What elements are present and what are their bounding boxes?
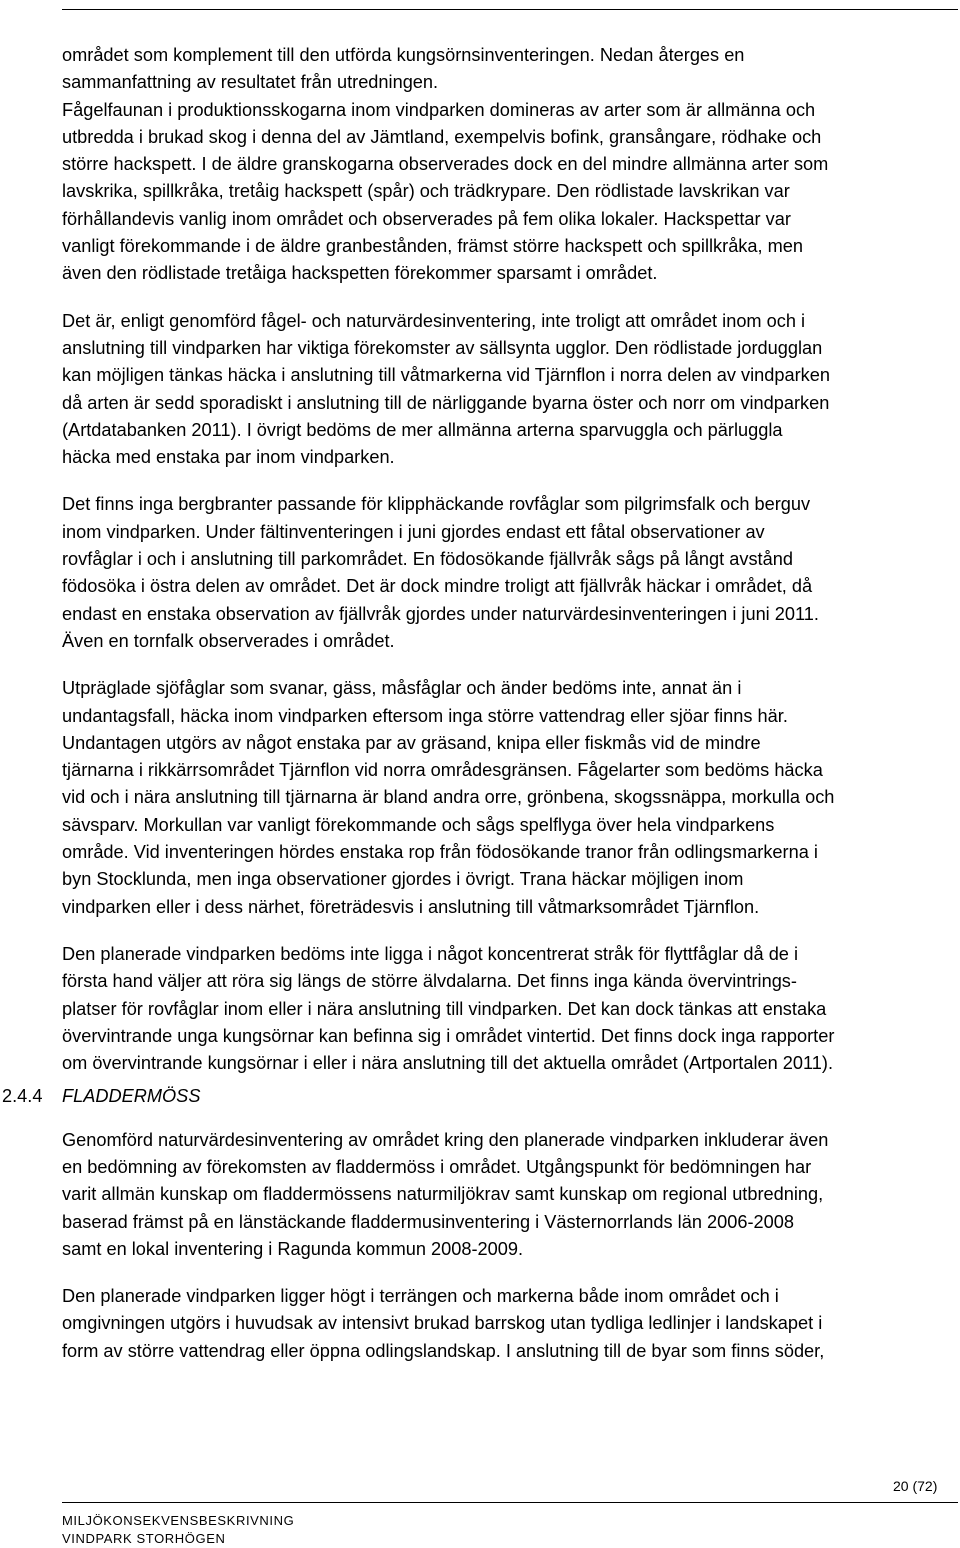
text-line: sammanfattning av resultatet från utredningen.	[62, 72, 439, 93]
text-line: området som komplement till den utförda kungsörnsinventeringen. Nedan återges en	[62, 45, 745, 65]
text-line: om övervintrande kungsörnar i eller i nära anslutning till det aktuella området (Artportalen 2011).	[62, 1053, 834, 1074]
text-line: Den planerade vindparken ligger högt i terrängen och markerna både inom området och i	[62, 1286, 779, 1307]
paragraph-4	[62, 491, 960, 655]
footer-document-type: MILJÖKONSEKVENSBESKRIVNING	[62, 1513, 295, 1528]
text-line: förhållandevis vanlig inom området och observerades på fem olika lokaler. Hackspettar var	[62, 208, 791, 229]
text-line: Den planerade vindparken bedöms inte ligga i något koncentrerat stråk för flyttfåglar då de i	[62, 943, 799, 964]
paragraph-1	[62, 42, 960, 97]
text-line: även den rödlistade tretåiga hackspetten förekommer sparsamt i området.	[62, 263, 658, 284]
top-rule	[62, 9, 958, 10]
text-line: sävsparv. Morkullan var vanligt förekommande och sågs spelflyga över hela vindparkens	[62, 814, 775, 835]
text-line: tjärnarna i rikkärrsområdet Tjärnflon vid norra områdesgränsen. Fågelarter som bedöms häcka	[62, 760, 823, 781]
text-line: form av större vattendrag eller öppna odlingslandskap. I anslutning till de byar som finns söder,	[62, 1340, 825, 1361]
text-line: övervintrande unga kungsörnar kan befinna sig i området vintertid. Det finns dock inga rapporter	[62, 1025, 835, 1046]
text-line: lavskrika, spillkråka, tretåig hackspett (spår) och trädkrypare. Den rödlistade lavskrikan var	[62, 181, 790, 202]
text-line: häcka med enstaka par inom vindparken.	[62, 447, 395, 468]
section-title: FLADDERMÖSS	[62, 1086, 201, 1107]
text-line: platser för rovfåglar inom eller i nära anslutning till vindparken. Det kan dock tänkas att enstaka	[62, 998, 827, 1019]
text-line: vindparken eller i dess närhet, företrädesvis i anslutning till våtmarksområdet Tjärnflon.	[62, 896, 760, 917]
text-line: rovfåglar i och i anslutning till parkområdet. En födosökande fjällvråk sågs på långt avstånd	[62, 549, 793, 570]
text-line: endast en enstaka observation av fjällvråk gjordes under naturvärdesinventeringen i juni 2011.	[62, 603, 819, 624]
text-line: kan möjligen tänkas häcka i anslutning till våtmarkerna vid Tjärnflon i norra delen av vindparken	[62, 365, 830, 386]
text-line: varit allmän kunskap om fladdermössens naturmiljökrav samt kunskap om regional utbredning,	[62, 1184, 824, 1205]
text-line: födosöka i östra delen av området. Det är dock mindre troligt att fjällvråk häckar i området, då	[62, 576, 813, 597]
text-line: då arten är sedd sporadiskt i anslutning till de närliggande byarna öster och norr om vindparken	[62, 392, 830, 413]
page-number: 20 (72)	[893, 1478, 938, 1494]
text-line: vid och i nära anslutning till tjärnarna är bland andra orre, grönbena, skogssnäppa, morkulla och	[62, 787, 835, 808]
text-line: anslutning till vindparken har viktiga förekomster av sällsynta ugglor. Den rödlistade jordugglan	[62, 337, 823, 358]
text-line: område. Vid inventeringen hördes enstaka rop från födosökande tranor från odlingsmarkerna i	[62, 842, 818, 863]
text-line: omgivningen utgörs i huvudsak av intensivt brukad barrskog utan tydliga ledlinjer i landskapet i	[62, 1313, 823, 1334]
text-line: Det finns inga bergbranter passande för klipphäckande rovfåglar som pilgrimsfalk och berguv	[62, 494, 811, 515]
document-body	[2, 42, 960, 1365]
paragraph-5	[62, 675, 960, 921]
section-number: 2.4.4	[2, 1086, 43, 1107]
text-line: utbredda i brukad skog i denna del av Jämtland, exempelvis bofink, gransångare, rödhake och	[62, 126, 822, 147]
footer-project-name: VINDPARK STORHÖGEN	[62, 1531, 226, 1546]
text-line: större hackspett. I de äldre granskogarna observerades dock en del mindre allmänna arter som	[62, 154, 829, 175]
text-line: (Artdatabanken 2011). I övrigt bedöms de mer allmänna arterna sparvuggla och pärluggla	[62, 419, 783, 440]
paragraph-6	[62, 941, 960, 1077]
section-paragraph-2	[62, 1283, 960, 1365]
text-line: Undantagen utgörs av något enstaka par av gräsand, knipa eller fiskmås vid de mindre	[62, 732, 761, 753]
paragraph-3	[62, 308, 960, 472]
footer-rule	[62, 1502, 958, 1503]
text-line: samt en lokal inventering i Ragunda kommun 2008-2009.	[62, 1238, 524, 1259]
text-line: Även en tornfalk observerades i området.	[62, 630, 395, 651]
text-line: byn Stocklunda, men inga observationer gjordes i övrigt. Trana häckar möjligen inom	[62, 869, 744, 890]
section-heading	[2, 1083, 960, 1110]
text-line: Det är, enligt genomförd fågel- och naturvärdesinventering, inte troligt att området inom och i	[62, 310, 806, 331]
text-line: Genomförd naturvärdesinventering av området kring den planerade vindparken inkluderar även	[62, 1129, 829, 1150]
text-line: Fågelfaunan i produktionsskogarna inom vindparken domineras av arter som är allmänna och	[62, 99, 816, 120]
text-line: Utpräglade sjöfåglar som svanar, gäss, måsfåglar och änder bedöms inte, annat än i	[62, 678, 742, 699]
text-line: en bedömning av förekomsten av fladdermöss i området. Utgångspunkt för bedömningen har	[62, 1156, 812, 1177]
text-line: undantagsfall, häcka inom vindparken eftersom inga större vattendrag eller sjöar finns här.	[62, 705, 788, 726]
text-line: vanligt förekommande i de äldre granbestånden, främst större hackspett och spillkråka, men	[62, 236, 804, 257]
text-line: baserad främst på en länstäckande fladdermusinventering i Västernorrlands län 2006-2008	[62, 1211, 794, 1232]
section-paragraph-1	[62, 1127, 960, 1263]
paragraph-2	[62, 97, 960, 288]
text-line: inom vindparken. Under fältinventeringen i juni gjordes endast ett fåtal observationer av	[62, 521, 765, 542]
text-line: första hand väljer att röra sig längs de större älvdalarna. Det finns inga kända övervintrings-	[62, 971, 797, 992]
footer	[62, 1512, 294, 1548]
